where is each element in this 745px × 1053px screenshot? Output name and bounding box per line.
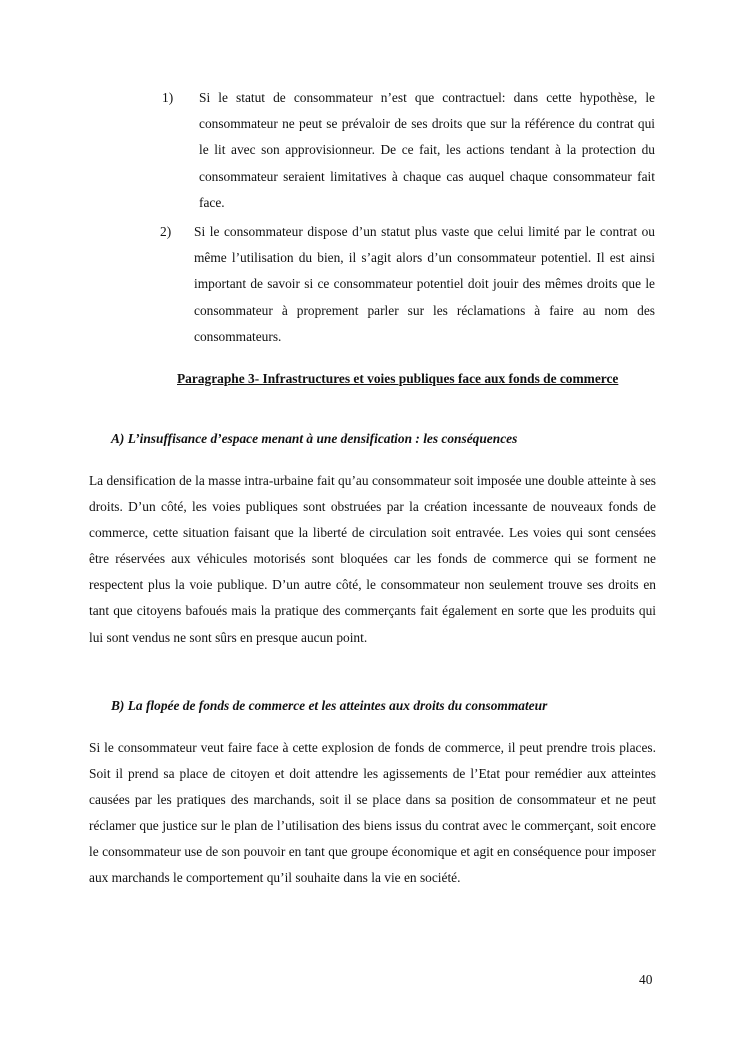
paragraph-heading: Paragraphe 3- Infrastructures et voies publiques face aux fonds de commerce — [177, 371, 619, 386]
page-number: 40 — [639, 972, 653, 987]
section-b-heading: B) La flopée de fonds de commerce et les atteintes aux droits du consommateur — [111, 698, 548, 713]
list-item — [150, 85, 655, 216]
section-a-heading: A) L’insuffisance d’espace menant à une densification : les conséquences — [111, 431, 518, 446]
list-item-number: 1) — [162, 90, 174, 105]
list-item — [150, 219, 655, 350]
list-item-text: Si le consommateur dispose d’un statut plus vaste que celui limité par le contrat ou même l’utilisation du bien, il s’agit alors d’un consommateur potentiel. Il est ainsi important de savoir si ce consommateur potentiel doit jouir des mêmes droits que le consommateur à proprement parler sur les réclamations à faire au nom des consommateurs. — [194, 224, 655, 344]
numbered-list — [150, 85, 655, 350]
list-item-number: 2) — [160, 224, 172, 240]
list-item-text: Si le statut de consommateur n’est que contractuel: dans cette hypothèse, le consommateur ne peut se prévaloir de ses droits que sur la référence du contrat qui le lit avec son approvisionneur. De ce fait, les actions tendant à la protection du consommateur seraient limitatives à chaque cas auquel chaque consommateur fait face. — [199, 90, 655, 210]
section-b-body: Si le consommateur veut faire face à cette explosion de fonds de commerce, il peut prendre trois places. Soit il prend sa place de citoyen et doit attendre les agissements de l’Etat pour remédier aux atteintes causées par les pratiques des marchands, soit il se place dans sa position de consommateur et ne peut réclamer que justice sur le plan de l’utilisation des biens issus du contrat avec le commerçant, soit encore le consommateur use de son pouvoir en tant que groupe économique et agit en conséquence pour imposer aux marchands le comportement qu’il souhaite dans la vie en société. — [89, 740, 656, 886]
section-a-body: La densification de la masse intra-urbaine fait qu’au consommateur soit imposée une double atteinte à ses droits. D’un côté, les voies publiques sont obstruées par la création incessante de nouveaux fonds de commerce, cette situation faisant que la liberté de circulation soit entravée. Les voies qui sont censées être réservées aux véhicules motorisés sont bloquées car les fonds de commerce qui se forment ne respectent plus la voie publique. D’un autre côté, le consommateur non seulement trouve ses droits en tant que citoyens bafoués mais la pratique des commerçants fait également en sorte que les produits qui lui sont vendus ne sont sûrs en presque aucun point. — [89, 473, 656, 645]
